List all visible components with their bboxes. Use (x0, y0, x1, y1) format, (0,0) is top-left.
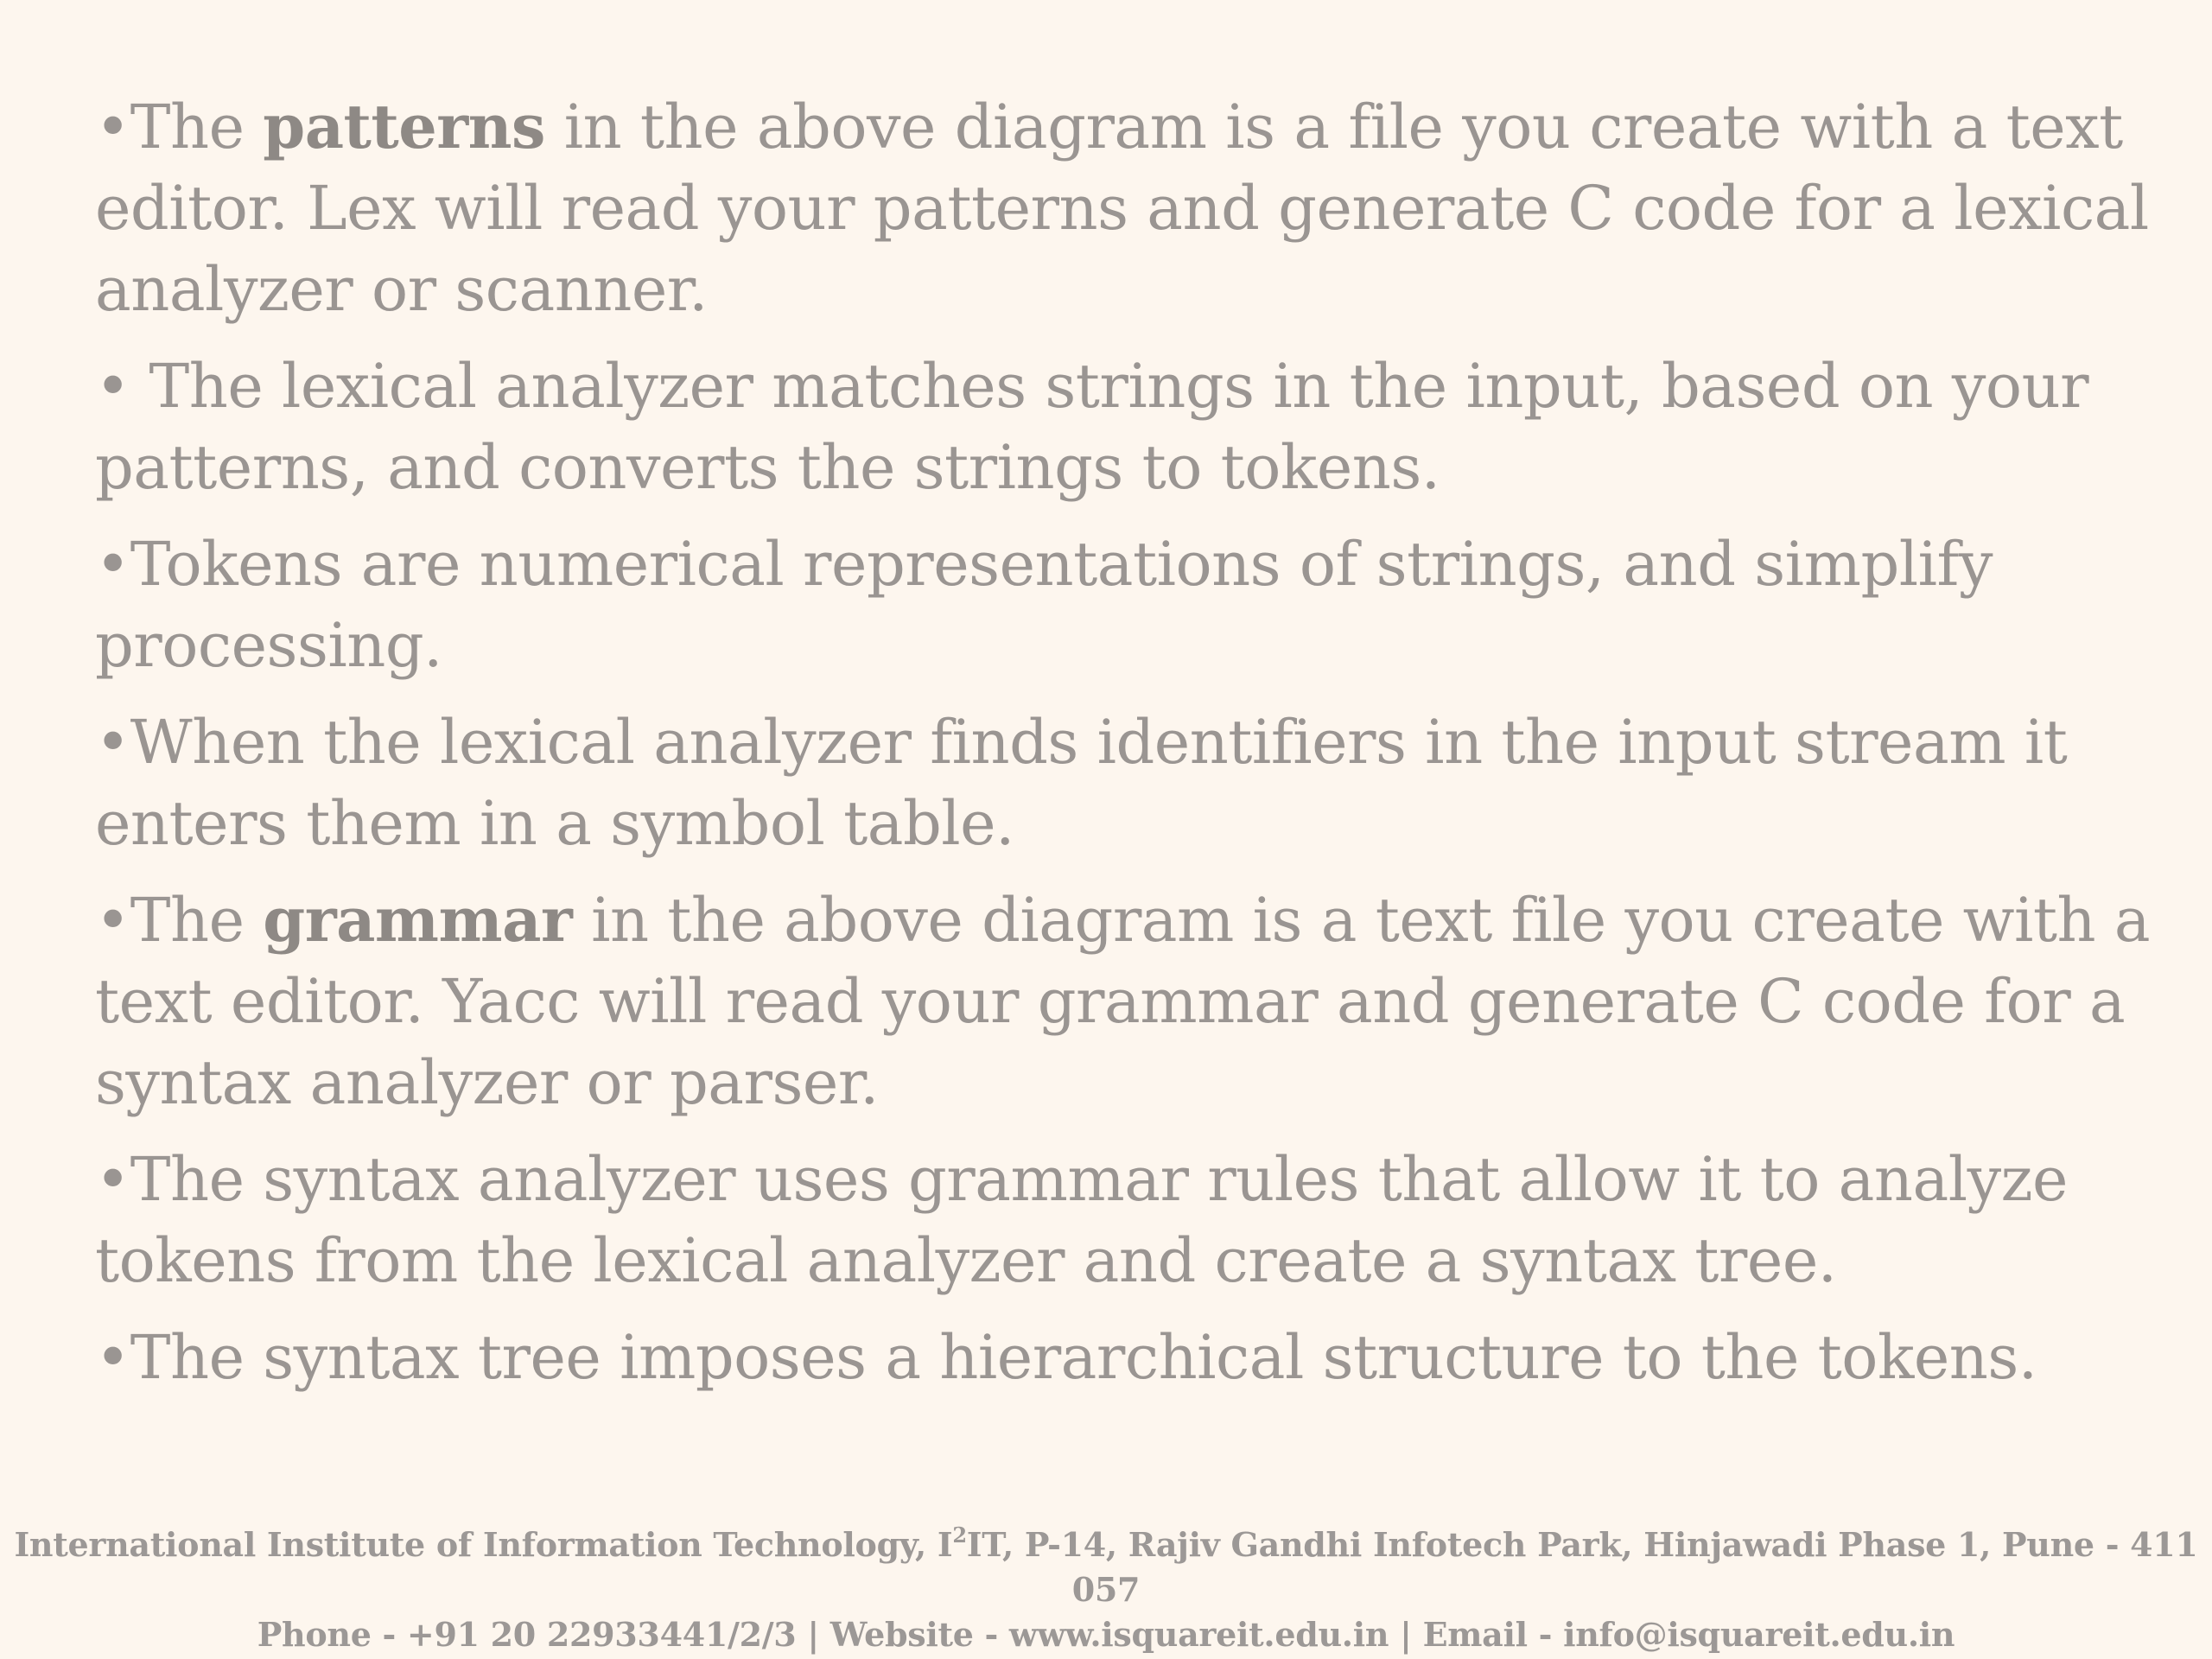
institute-footer (0, 1522, 2212, 1657)
footer-address-line: International Institute of Information Technology, $I^2IT$, P-14, Rajiv Gandhi Infotech Park, Hinjawadi Phase 1, Pune - 411 057 (14, 1522, 2198, 1609)
bullet-grammar: •The grammar in the above diagram is a text file you create with a text editor. Yacc will read your grammar and generate C code for a syntax analyzer or parser. (95, 884, 2151, 1118)
bold-term-patterns: patterns (263, 91, 545, 162)
bullet-syntax-analyzer: •The syntax analyzer uses grammar rules that allow it to analyze tokens from the lexical analyzer and create a syntax tree. (95, 1144, 2068, 1296)
bullet-lexical-analyzer: • The lexical analyzer matches strings in the input, based on your patterns, and converts the strings to tokens. (95, 351, 2089, 503)
bullet-identifiers: •When the lexical analyzer finds identifiers in the input stream it enters them in a symbol table. (95, 707, 2068, 859)
bullet-tokens: •Tokens are numerical representations of strings, and simplify processing. (95, 529, 1993, 681)
bullet-syntax-tree: •The syntax tree imposes a hierarchical structure to the tokens. (95, 1322, 2037, 1393)
footer-contact-line: Phone - +91 20 22933441/2/3 | Website - www.isquareit.edu.in | Email - info@isquareit.edu.in (257, 1615, 1955, 1654)
bold-term-grammar: grammar (263, 884, 573, 956)
slide-body (95, 86, 2152, 1414)
bullet-patterns: •The patterns in the above diagram is a file you create with a text editor. Lex will read your patterns and generate C code for a lexical analyzer or scanner. (95, 91, 2149, 325)
